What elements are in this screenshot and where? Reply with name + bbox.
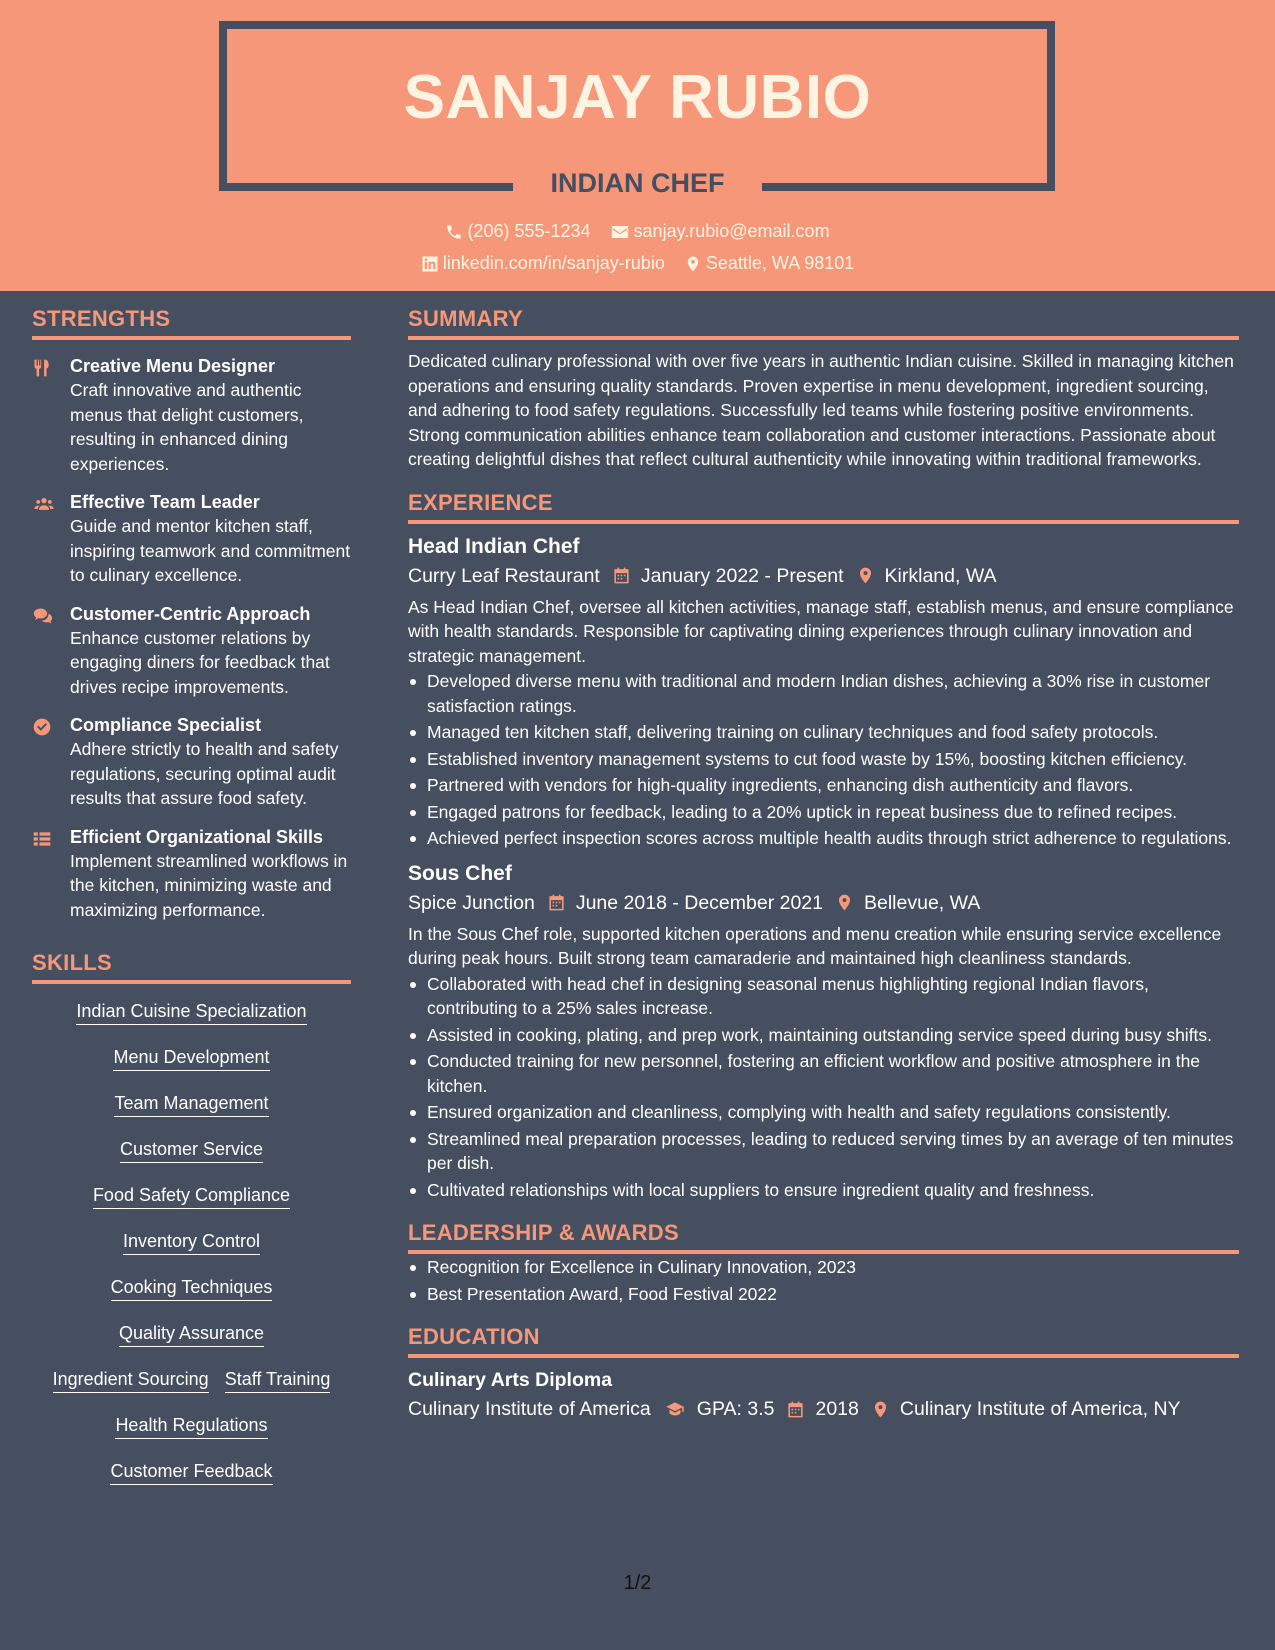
summary-heading: SUMMARY bbox=[408, 306, 1239, 340]
job-dates: June 2018 - December 2021 bbox=[575, 891, 823, 914]
users-icon bbox=[32, 494, 56, 514]
achievement-item: Cultivated relationships with local suppliers to ensure ingredient quality and freshness. bbox=[408, 1178, 1239, 1203]
skill-tag: Team Management bbox=[114, 1092, 268, 1117]
education-location: Culinary Institute of America, NY bbox=[899, 1398, 1181, 1420]
achievement-item: Achieved perfect inspection scores across multiple health audits through strict adherence to regulations. bbox=[408, 826, 1239, 851]
job-achievements bbox=[408, 972, 1239, 1203]
contact-linkedin[interactable] bbox=[421, 253, 665, 274]
linkedin-icon bbox=[421, 255, 439, 273]
page-indicator bbox=[0, 1572, 1275, 1595]
candidate-name: SANJAY RUBIO bbox=[403, 63, 872, 132]
achievement-item: Streamlined meal preparation processes, leading to reduced serving times by an average of ten minutes per dish. bbox=[408, 1127, 1239, 1176]
job-achievements bbox=[408, 669, 1239, 851]
experience-heading: EXPERIENCE bbox=[408, 490, 1239, 524]
achievement-item: Conducted training for new personnel, fostering an efficient workflow and positive atmosphere in the kitchen. bbox=[408, 1049, 1239, 1098]
achievement-item: Managed ten kitchen staff, delivering training on culinary techniques and food safety protocols. bbox=[408, 720, 1239, 745]
contact-row-2 bbox=[0, 253, 1275, 278]
location-text: Seattle, WA 98101 bbox=[705, 253, 855, 273]
education-heading: EDUCATION bbox=[408, 1324, 1239, 1358]
map-pin-icon bbox=[856, 566, 875, 585]
strength-item bbox=[32, 602, 351, 700]
strength-title: Effective Team Leader bbox=[70, 492, 260, 512]
contact-location bbox=[684, 253, 854, 274]
strength-title: Creative Menu Designer bbox=[70, 356, 276, 376]
contact-phone[interactable] bbox=[445, 221, 590, 242]
linkedin-text: linkedin.com/in/sanjay-rubio bbox=[442, 253, 665, 273]
strength-desc: Guide and mentor kitchen staff, inspiring teamwork and commitment to culinary excellence. bbox=[70, 516, 351, 585]
job-company: Spice Junction bbox=[408, 891, 535, 914]
map-pin-icon bbox=[835, 893, 854, 912]
job-location: Kirkland, WA bbox=[884, 564, 997, 587]
job-meta bbox=[408, 561, 1239, 591]
skill-tag: Menu Development bbox=[113, 1046, 269, 1071]
strength-desc: Adhere strictly to health and safety regulations, securing optimal audit results that assure food safety. bbox=[70, 739, 339, 808]
strength-title: Efficient Organizational Skills bbox=[70, 826, 324, 847]
summary-text: Dedicated culinary professional with over five years in authentic Indian cuisine. Skilled in managing kitchen operations and ensuring quality standards. Proven expertise in menu development, ingredient sourcing, and adhering to food safety regulations. Successfully led teams while fostering positive environments. Strong communication abilities enhance team collaboration and customer interactions. Passionate about creating delightful dishes that reflect cultural authenticity while innovating within traditional frameworks. bbox=[408, 351, 1234, 469]
award-item: Recognition for Excellence in Culinary Innovation, 2023 bbox=[408, 1255, 1239, 1280]
strength-item bbox=[32, 825, 351, 923]
calendar-icon bbox=[547, 893, 566, 912]
strengths-heading: STRENGTHS bbox=[32, 306, 351, 340]
utensils-icon bbox=[32, 358, 52, 378]
job-title: Head Indian Chef bbox=[408, 534, 580, 558]
gpa-text: GPA: 3.5 bbox=[696, 1398, 775, 1420]
skill-tag: Cooking Techniques bbox=[111, 1276, 273, 1301]
skill-tag: Indian Cuisine Specialization bbox=[76, 1000, 306, 1025]
job-dates: January 2022 - Present bbox=[640, 564, 844, 587]
job-description: As Head Indian Chef, oversee all kitchen activities, manage staff, establish menus, and ensure compliance with health standards. Responsible for captivating dining experiences through culinary innovation and strategic management. bbox=[408, 596, 1234, 666]
strength-item bbox=[32, 490, 351, 588]
skill-tag: Staff Training bbox=[225, 1368, 331, 1393]
awards-list bbox=[408, 1255, 1239, 1306]
skill-tag: Inventory Control bbox=[123, 1230, 260, 1255]
skills-heading: SKILLS bbox=[32, 950, 351, 984]
achievement-item: Assisted in cooking, plating, and prep work, maintaining outstanding service speed during busy shifts. bbox=[408, 1023, 1239, 1048]
school-name: Culinary Institute of America bbox=[408, 1398, 651, 1420]
strength-item bbox=[32, 713, 351, 811]
skill-tag: Food Safety Compliance bbox=[93, 1184, 290, 1209]
job-entry bbox=[408, 533, 1239, 851]
strength-desc: Craft innovative and authentic menus that delight customers, resulting in enhanced dining experiences. bbox=[70, 380, 304, 474]
strength-desc: Implement streamlined workflows in the kitchen, minimizing waste and maximizing performance. bbox=[70, 850, 348, 920]
right-column bbox=[408, 306, 1239, 1424]
strength-title: Compliance Specialist bbox=[70, 715, 262, 735]
phone-icon bbox=[445, 223, 463, 241]
envelope-icon bbox=[610, 223, 630, 241]
contact-email[interactable] bbox=[610, 221, 830, 242]
list-icon bbox=[32, 829, 52, 849]
email-text: sanjay.rubio@email.com bbox=[633, 221, 830, 241]
achievement-item: Developed diverse menu with traditional and modern Indian dishes, achieving a 30% rise in customer satisfaction ratings. bbox=[408, 669, 1239, 718]
resume-header bbox=[0, 0, 1275, 291]
job-description: In the Sous Chef role, supported kitchen operations and menu creation while ensuring service excellence during peak hours. Built strong team camaraderie and maintained high cleanliness standards. bbox=[408, 923, 1222, 968]
job-title: Sous Chef bbox=[408, 861, 512, 885]
award-item: Best Presentation Award, Food Festival 2022 bbox=[408, 1282, 1239, 1307]
education-year: 2018 bbox=[815, 1398, 859, 1420]
strength-title: Customer-Centric Approach bbox=[70, 603, 311, 624]
job-entry bbox=[408, 860, 1239, 1203]
achievement-item: Ensured organization and cleanliness, complying with health and safety regulations consistently. bbox=[408, 1100, 1239, 1125]
skill-tag: Customer Service bbox=[120, 1138, 263, 1163]
page-indicator-text: 1/2 bbox=[623, 1572, 652, 1594]
job-meta bbox=[408, 888, 1239, 918]
calendar-icon bbox=[786, 1400, 805, 1419]
map-pin-icon bbox=[871, 1400, 890, 1419]
strength-desc: Enhance customer relations by engaging diners for feedback that drives recipe improvements. bbox=[70, 627, 330, 697]
job-company: Curry Leaf Restaurant bbox=[408, 564, 600, 587]
candidate-role: INDIAN CHEF bbox=[550, 168, 725, 198]
graduation-cap-icon bbox=[663, 1400, 687, 1419]
skills-list bbox=[32, 996, 351, 1502]
strength-item bbox=[32, 354, 351, 476]
phone-text: (206) 555-1234 bbox=[467, 221, 591, 241]
skill-tag: Ingredient Sourcing bbox=[53, 1368, 209, 1393]
education-meta bbox=[408, 1394, 1239, 1424]
check-circle-icon bbox=[32, 717, 52, 737]
degree-title: Culinary Arts Diploma bbox=[408, 1369, 613, 1391]
skill-tag: Customer Feedback bbox=[110, 1460, 272, 1485]
achievement-item: Collaborated with head chef in designing seasonal menus highlighting regional Indian flavors, contributing to a 25% sales increase. bbox=[408, 972, 1239, 1021]
achievement-item: Engaged patrons for feedback, leading to a 20% uptick in repeat business due to refined recipes. bbox=[408, 800, 1239, 825]
skill-tag: Health Regulations bbox=[115, 1414, 267, 1439]
leadership-heading: LEADERSHIP & AWARDS bbox=[408, 1220, 1239, 1254]
comments-icon bbox=[32, 606, 54, 626]
calendar-icon bbox=[612, 566, 631, 585]
achievement-item: Established inventory management systems to cut food waste by 15%, boosting kitchen efficiency. bbox=[408, 747, 1239, 772]
contact-row-1 bbox=[0, 221, 1275, 246]
map-pin-icon bbox=[684, 255, 702, 273]
skill-tag: Quality Assurance bbox=[119, 1322, 264, 1347]
achievement-item: Partnered with vendors for high-quality ingredients, enhancing dish authenticity and flavors. bbox=[408, 773, 1239, 798]
left-column bbox=[32, 306, 351, 1502]
job-location: Bellevue, WA bbox=[864, 891, 981, 914]
